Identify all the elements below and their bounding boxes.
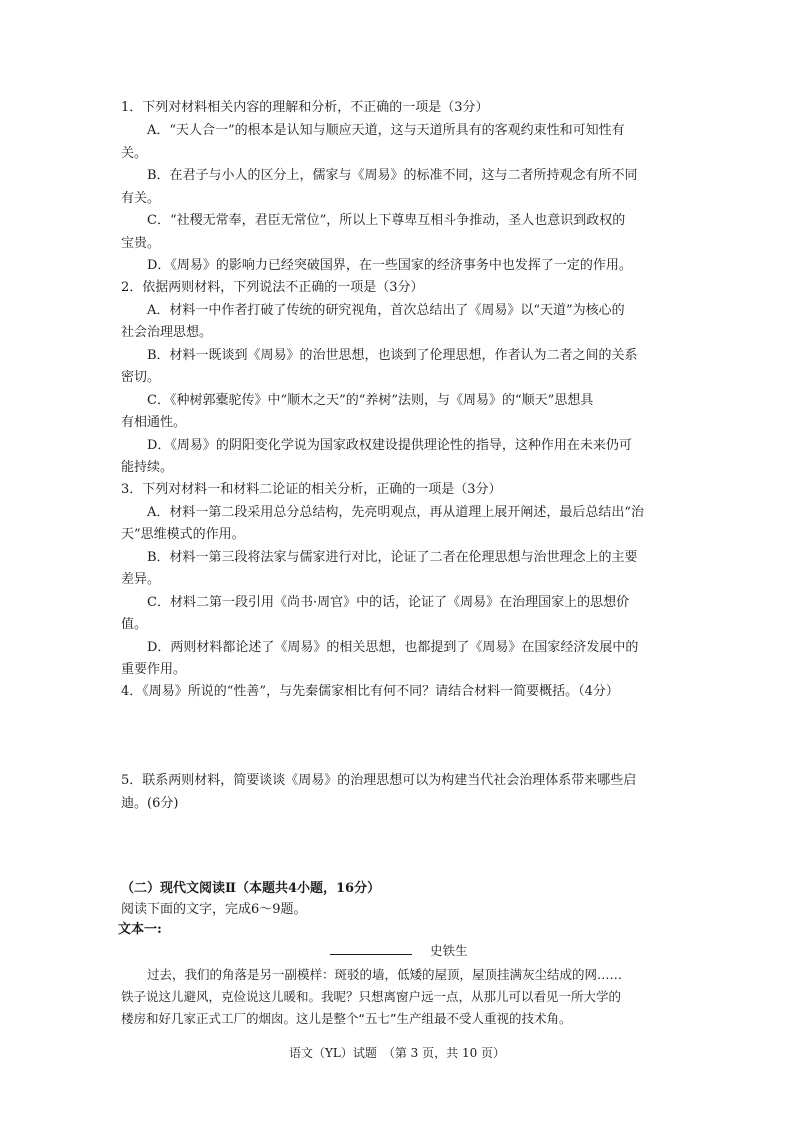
q1-option-b: B．在君子与小人的区分上，儒家与《周易》的标准不同，这与二者所持观念有所不同 — [147, 168, 638, 183]
q1-option-b-cont: 有关。 — [121, 191, 161, 206]
title-blank — [330, 942, 412, 955]
q3-option-b-cont: 差异。 — [121, 572, 161, 587]
q4-stem: 4．《周易》所说的“性善”，与先秦儒家相比有何不同？请结合材料一简要概括。（4分） — [121, 684, 619, 699]
q1-option-a: A．“天人合一”的根本是认知与顺应天道，这与天道所具有的客观约束性和可知性有 — [147, 123, 625, 138]
passage-line-2: 铁子说这儿避风，克俭说这儿暖和。我呢？只想离窗户远一点，从那儿可以看见一所大学的 — [121, 989, 622, 1004]
q3-option-a-cont: 天”思维模式的作用。 — [121, 527, 245, 542]
page-footer: 语文（YL）试题 （第 3 页，共 10 页） — [288, 1046, 506, 1060]
q2-option-a-cont: 社会治理思想。 — [121, 325, 213, 340]
q3-stem: 3．下列对材料一和材料二论证的相关分析，正确的一项是（3分） — [121, 482, 502, 497]
q2-option-b: B．材料一既谈到《周易》的治世思想，也谈到了伦理思想，作者认为二者之间的关系 — [147, 348, 638, 363]
q1-option-c: C．“社稷无常奉，君臣无常位”，所以上下尊卑互相斗争推动，圣人也意识到政权的 — [147, 213, 626, 228]
q3-option-d: D．两则材料都论述了《周易》的相关思想，也都提到了《周易》在国家经济发展中的 — [147, 640, 639, 655]
q1-stem: 1．下列对材料相关内容的理解和分析，不正确的一项是（3分） — [121, 100, 489, 115]
section-heading: （二）现代文阅读Ⅱ（本题共4小题，16分） — [121, 881, 381, 896]
q5-stem-cont: 迪。(6分) — [121, 796, 179, 811]
passage-line-3: 楼房和好几家正式工厂的烟囱。这儿是整个“五七”生产组最不受人重视的技术角。 — [121, 1011, 572, 1026]
author: 史铁生 — [430, 943, 468, 958]
q2-option-d: D．《周易》的阴阳变化学说为国家政权建设提供理论性的指导，这种作用在未来仍可 — [147, 438, 632, 453]
q5-stem: 5．联系两则材料，简要谈谈《周易》的治理思想可以为构建当代社会治理体系带来哪些启 — [121, 773, 637, 788]
q3-option-c-cont: 值。 — [121, 617, 148, 632]
q2-stem: 2．依据两则材料，下列说法不正确的一项是（3分） — [121, 280, 424, 295]
q2-option-b-cont: 密切。 — [121, 370, 161, 385]
section-instruction: 阅读下面的文字，完成6～9题。 — [121, 902, 307, 917]
q3-option-c: C．材料二第一段引用《尚书·周官》中的话，论证了《周易》在治理国家上的思想价 — [147, 595, 630, 610]
q1-option-d: D．《周易》的影响力已经突破国界，在一些国家的经济事务中也发挥了一定的作用。 — [147, 258, 632, 273]
q1-option-a-cont: 关。 — [121, 146, 148, 161]
q3-option-d-cont: 重要作用。 — [121, 662, 187, 677]
q3-option-b: B．材料一第三段将法家与儒家进行对比，论证了二者在伦理思想与治世理念上的主要 — [147, 550, 638, 565]
title-line — [330, 942, 468, 961]
passage-line-1: 过去，我们的角落是另一副模样：斑驳的墙，低矮的屋顶，屋顶挂满灰尘结成的网…… — [147, 967, 623, 982]
q2-option-d-cont: 能持续。 — [121, 460, 174, 475]
text-label: 文本一: — [118, 922, 162, 937]
q3-option-a: A．材料一第二段采用总分总结构，先亮明观点，再从道理上展开阐述，最后总结出“治 — [147, 505, 645, 520]
q2-option-c: C．《种树郭橐驼传》中“顺木之天”的“养树”法则，与《周易》的“顺天”思想具 — [147, 393, 594, 408]
q2-option-c-cont: 有相通性。 — [121, 415, 187, 430]
q2-option-a: A．材料一中作者打破了传统的研究视角，首次总结出了《周易》以“天道”为核心的 — [147, 303, 625, 318]
q1-option-c-cont: 宝贵。 — [121, 236, 161, 251]
